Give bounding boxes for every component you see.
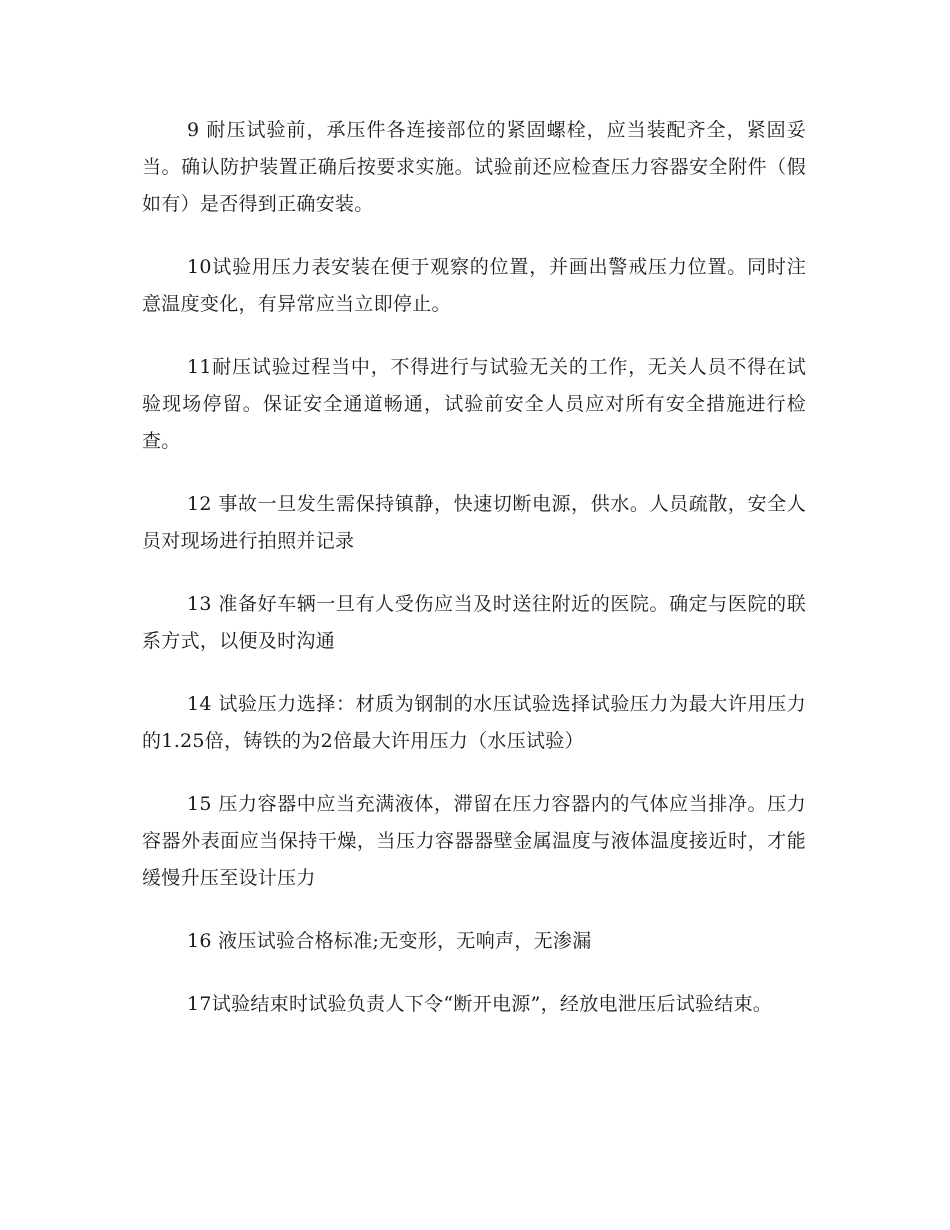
paragraph-item-16: 16 液压试验合格标准;无变形，无响声，无渗漏: [187, 930, 592, 952]
paragraph-item-10: 10试验用压力表安装在便于观察的位置，并画出警戒压力位置。同时注意温度变化，有异常应当立即停止。: [142, 256, 806, 315]
document-body: [142, 112, 806, 1049]
paragraph-item-13: 13 准备好车辆一旦有人受伤应当及时送往附近的医院。确定与医院的联系方式，以便及时沟通: [142, 593, 806, 652]
paragraph-item-12: 12 事故一旦发生需保持镇静，快速切断电源，供水。人员疏散，安全人员对现场进行拍照并记录: [142, 493, 806, 552]
paragraph-item-14: 14 试验压力选择：材质为钢制的水压试验选择试验压力为最大许用压力的1.25倍，铸铁的为2倍最大许用压力（水压试验）: [142, 693, 806, 752]
paragraph-item-11: 11耐压试验过程当中，不得进行与试验无关的工作，无关人员不得在试验现场停留。保证安全通道畅通，试验前安全人员应对所有安全措施进行检查。: [142, 356, 806, 452]
paragraph-item-15: 15 压力容器中应当充满液体，滞留在压力容器内的气体应当排净。压力容器外表面应当保持干燥，当压力容器器壁金属温度与液体温度接近时，才能缓慢升压至设计压力: [142, 793, 806, 889]
paragraph-item-17: 17试验结束时试验负责人下令“断开电源”，经放电泄压后试验结束。: [187, 993, 773, 1015]
paragraph-item-9: 9 耐压试验前，承压件各连接部位的紧固螺栓，应当装配齐全，紧固妥当。确认防护装置正确后按要求实施。试验前还应检查压力容器安全附件（假如有）是否得到正确安装。: [142, 119, 806, 215]
